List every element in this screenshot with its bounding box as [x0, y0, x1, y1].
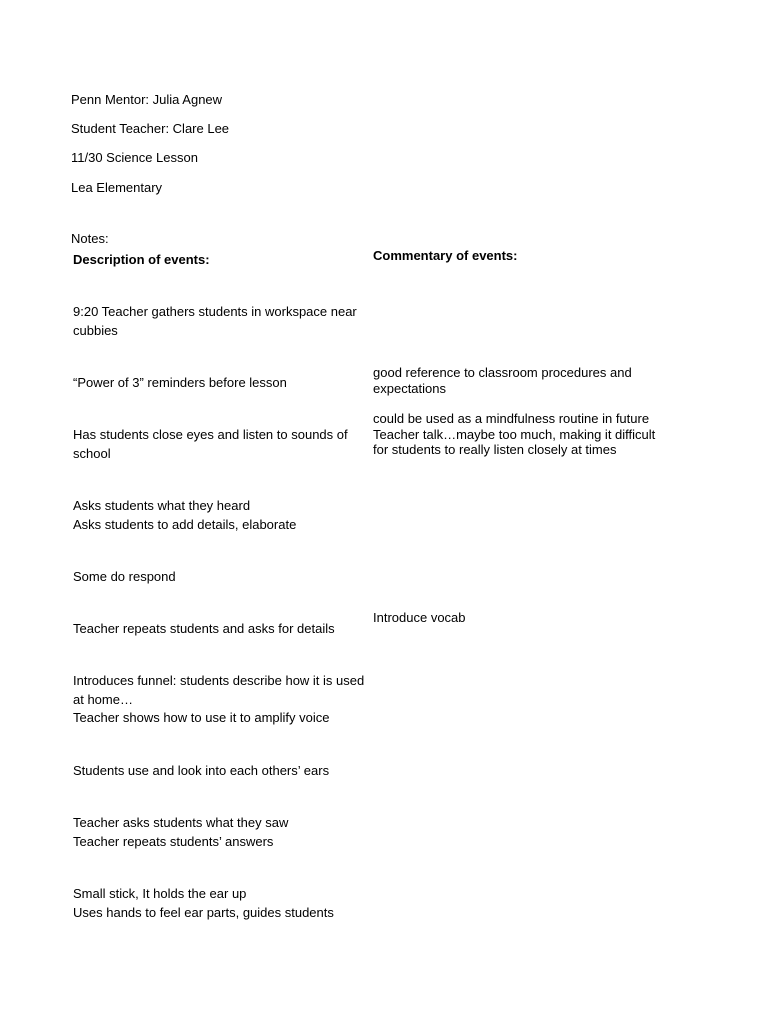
description-line: “Power of 3” reminders before lesson	[73, 375, 287, 390]
commentary-entry	[373, 411, 655, 458]
description-entry	[73, 497, 296, 534]
notes-label: Notes:	[71, 231, 109, 246]
description-line: Introduces funnel: students describe how it is used	[73, 673, 365, 688]
commentary-line: Introduce vocab	[373, 610, 466, 625]
commentary-line: could be used as a mindfulness routine in future	[373, 411, 650, 426]
description-line: Teacher repeats students’ answers	[73, 833, 274, 849]
lesson-line: 11/30 Science Lesson	[71, 150, 198, 165]
description-line: Has students close eyes and listen to sounds of	[73, 427, 348, 442]
commentary-line: good reference to classroom procedures and	[373, 365, 632, 380]
description-heading: Description of events:	[73, 252, 210, 267]
description-entry	[73, 672, 364, 728]
commentary-line: for students to really listen closely at times	[373, 442, 617, 457]
description-entry	[73, 762, 329, 781]
description-line: cubbies	[73, 322, 118, 338]
description-line: Asks students to add details, elaborate	[73, 516, 297, 532]
description-line: Some do respond	[73, 569, 176, 584]
commentary-heading: Commentary of events:	[373, 248, 518, 263]
school-line: Lea Elementary	[71, 180, 163, 195]
description-line: Students use and look into each others’ ears	[73, 763, 330, 778]
description-entry	[73, 885, 334, 922]
commentary-entry	[373, 610, 466, 626]
mentor-line: Penn Mentor: Julia Agnew	[71, 92, 223, 107]
description-entry	[73, 303, 357, 340]
description-line: Uses hands to feel ear parts, guides students	[73, 904, 334, 920]
description-line: 9:20 Teacher gathers students in workspace near	[73, 304, 357, 319]
commentary-entry	[373, 365, 632, 396]
commentary-line: expectations	[373, 380, 446, 396]
description-line: school	[73, 445, 111, 461]
description-line: Teacher asks students what they saw	[73, 815, 289, 830]
description-entry	[73, 568, 176, 587]
description-line: Small stick, It holds the ear up	[73, 886, 247, 901]
description-entry	[73, 374, 287, 393]
description-entry	[73, 620, 335, 639]
description-line: at home…	[73, 691, 133, 707]
student-teacher-line: Student Teacher: Clare Lee	[71, 121, 230, 136]
description-line: Teacher shows how to use it to amplify voice	[73, 710, 330, 725]
description-line: Asks students what they heard	[73, 498, 251, 513]
description-entry	[73, 814, 288, 851]
description-entry	[73, 426, 348, 463]
description-line: Teacher repeats students and asks for details	[73, 621, 335, 636]
commentary-line: Teacher talk…maybe too much, making it difficult	[373, 426, 656, 442]
